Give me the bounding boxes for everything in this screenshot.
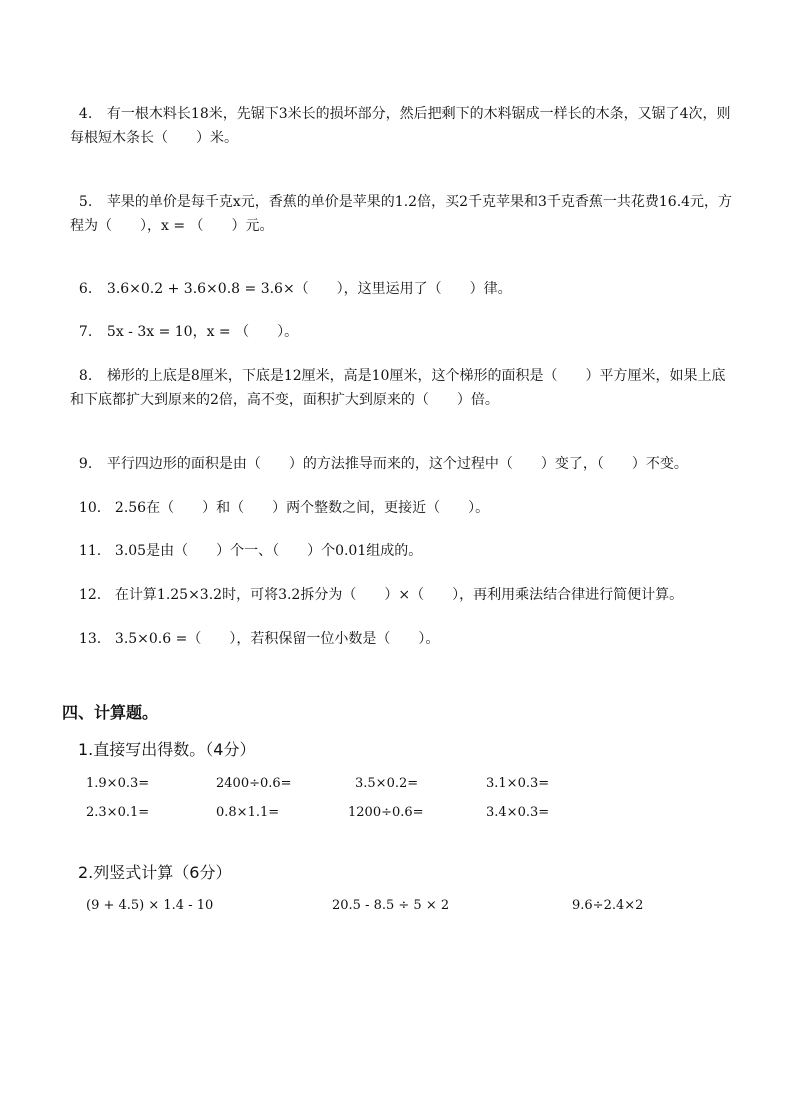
part-1-title: 1.直接写出得数。（4分）: [78, 740, 256, 759]
question-text: 梯形的上底是8厘米，下底是12厘米，高是10厘米，这个梯形的面积是（ ）平方厘米，如果上底: [106, 368, 726, 384]
calc-cell: 2.3×0.1=: [86, 805, 150, 820]
question-4-line-1: [70, 84, 731, 124]
question-12: [70, 565, 683, 605]
question-text: 有一根木料长18米，先锯下3米长的损坏部分，然后把剩下的木料锯成一样长的木条，又锯了4次，则: [106, 106, 731, 122]
question-text: 在计算1.25×3.2时，可将3.2拆分为（ ）×（ ），再利用乘法结合律进行简便计算。: [114, 587, 684, 603]
question-text: 3.05是由（ ）个一、（ ）个0.01组成的。: [114, 543, 423, 559]
question-8-line-1: [70, 346, 725, 386]
question-text: 3.5×0.6 =（ ），若积保留一位小数是（ ）。: [114, 631, 440, 647]
question-number: 10.: [78, 500, 102, 516]
calc-cell: 3.1×0.3=: [486, 776, 550, 791]
question-number: 8.: [78, 368, 93, 384]
question-number: 7.: [78, 324, 93, 340]
question-number: 5.: [78, 194, 93, 210]
calc-cell: 0.8×1.1=: [216, 805, 280, 820]
question-number: 6.: [78, 281, 93, 297]
question-number: 11.: [78, 543, 102, 559]
calc-cell: 1.9×0.3=: [86, 776, 150, 791]
question-4-line-2: 每根短木条长（ ）米。: [70, 130, 238, 146]
question-9: [70, 434, 688, 474]
question-text: 2.56在（ ）和（ ）两个整数之间，更接近（ ）。: [114, 500, 490, 516]
question-5-line-2: 程为（ ），x = （ ）元。: [70, 218, 274, 234]
part-2-title: 2.列竖式计算（6分）: [78, 863, 232, 882]
calc-cell: 2400÷0.6=: [216, 776, 292, 791]
calc-cell: 3.4×0.3=: [486, 805, 550, 820]
vertical-calc-item: 9.6÷2.4×2: [572, 898, 644, 913]
question-10: [70, 478, 489, 518]
question-11: [70, 521, 422, 561]
vertical-calc-item: 20.5 - 8.5 ÷ 5 × 2: [332, 898, 450, 913]
question-text: 平行四边形的面积是由（ ）的方法推导而来的，这个过程中（ ）变了，（ ）不变。: [106, 456, 688, 472]
question-number: 13.: [78, 631, 102, 647]
question-5-line-1: [70, 172, 732, 212]
question-text: 3.6×0.2 + 3.6×0.8 = 3.6×（ ），这里运用了（ ）律。: [106, 281, 512, 297]
question-7: [70, 302, 298, 342]
question-number: 4.: [78, 106, 93, 122]
question-8-line-2: 和下底都扩大到原来的2倍，高不变，面积扩大到原来的（ ）倍。: [70, 392, 499, 408]
question-6: [70, 259, 512, 299]
section-4-title: 四、计算题。: [62, 703, 159, 722]
question-number: 12.: [78, 587, 102, 603]
calc-cell: 1200÷0.6=: [348, 805, 424, 820]
question-text: 5x - 3x = 10，x = （ ）。: [106, 324, 299, 340]
question-text: 苹果的单价是每千克x元，香蕉的单价是苹果的1.2倍，买2千克苹果和3千克香蕉一共花费16.4元，方: [106, 194, 733, 210]
question-13: [70, 609, 439, 649]
question-number: 9.: [78, 456, 93, 472]
calc-cell: 3.5×0.2=: [355, 776, 419, 791]
vertical-calc-item: (9 + 4.5) × 1.4 - 10: [86, 898, 214, 913]
